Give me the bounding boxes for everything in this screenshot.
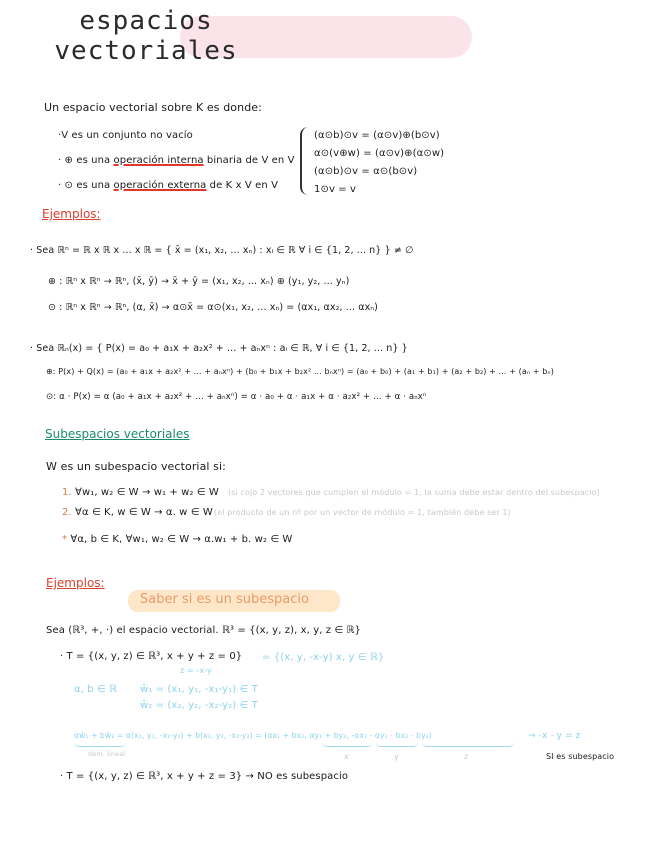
def-item-externa-suffix: de K x V en V (206, 180, 279, 191)
example-t1-param: = {(x, y, -x-y) x, y ∈ ℝ} (262, 652, 385, 663)
si-es-subespacio: SI es subespacio (546, 752, 615, 761)
sub-condition-2-text: ∀α ∈ K, w ∈ W → α. w ∈ W (75, 507, 213, 518)
example-result-arrow: → -x - y = z (528, 731, 581, 741)
operacion-externa-label: operación externa (113, 180, 207, 191)
def-item-interna (58, 155, 295, 166)
brace-label-x: x (344, 752, 349, 761)
property-4: 1⊙v = v (314, 184, 357, 195)
brace-dem (74, 742, 126, 747)
example-r3-definition: Sea (ℝ³, +, ·) el espacio vectorial. ℝ³ = {(x, y, z), x, y, z ∈ ℝ} (46, 625, 362, 636)
example-rn-definition: · Sea ℝⁿ = ℝ x ℝ x ... x ℝ = { x̄ = (x₁, x₂, ... xₙ) : xᵢ ∈ ℝ ∀ i ∈ {1, 2, ... n} } ≠ ∅ (30, 245, 414, 256)
property-3: (α⊙b)⊙v = α⊙(b⊙v) (314, 166, 418, 177)
property-1: (α⊙b)⊙v = (α⊙v)⊕(b⊙v) (314, 130, 440, 141)
page-title: espacios vectoriales (54, 6, 238, 66)
saber-highlight: Saber si es un subespacio (140, 592, 309, 607)
sub-condition-2-note: (el producto de un nº por un vector de módulo = 1, también debe ser 1) (214, 508, 511, 517)
ejemplos-heading-1: Ejemplos: (42, 207, 101, 221)
example-linear-combination: αw̄₁ + bw̄₂ = α(x₁, y₁, -x₁-y₁) + b(x₂, y₂, -x₂-y₂) = (αx₁ + bx₂, αy₁ + by₂, -αx₁ - αy₁ - bx₂ - by₂) (74, 731, 432, 740)
brace-label-y: y (394, 752, 399, 761)
brace-label-z: z (464, 752, 469, 761)
ejemplos-heading-2: Ejemplos: (46, 576, 105, 590)
sub-combined-text: ∀α, b ∈ K, ∀w₁, w₂ ∈ W → α.w₁ + b. w₂ ∈ W (70, 534, 293, 545)
def-item-interna-suffix: binaria de V en V (203, 155, 295, 166)
sub-condition-1-note: (si cojo 2 vectores que cumplen el módulo = 1, la suma debe estar dentro del subespacio) (228, 488, 600, 497)
brace-x (322, 742, 372, 747)
intro-line: Un espacio vectorial sobre K es donde: (44, 101, 262, 114)
sub-condition-2-num: 2. (62, 507, 72, 518)
operacion-interna-label: operación interna (113, 155, 204, 166)
sub-condition-combined (62, 534, 292, 545)
sub-condition-1-num: 1. (62, 487, 72, 498)
brace-y (376, 742, 418, 747)
example-t1: · T = {(x, y, z) ∈ ℝ³, x + y + z = 0} (60, 651, 243, 662)
def-item-conjunto: ·V es un conjunto no vacío (58, 130, 193, 141)
def-item-externa (58, 180, 278, 191)
example-rn-suma: ⊕ : ℝⁿ x ℝⁿ → ℝⁿ, (x̄, ȳ) → x̄ + ȳ = (x₁, x₂, ... xₙ) ⊕ (y₁, y₂, ... yₙ) (48, 276, 350, 287)
sub-condition-1 (62, 487, 219, 498)
brace-label-dem: dem. lineal (88, 750, 126, 758)
example-rn-producto: ⊙ : ℝⁿ x ℝⁿ → ℝⁿ, (α, x̄) → α⊙x̄ = α⊙(x₁, x₂, ... xₙ) = (αx₁, αx₂, ... αxₙ) (48, 302, 378, 313)
subespacios-heading: Subespacios vectoriales (45, 427, 190, 441)
def-item-externa-prefix: · ⊙ es una (58, 180, 114, 191)
example-ab-real: α, b ∈ ℝ (74, 684, 118, 695)
def-item-interna-prefix: · ⊕ es una (58, 155, 114, 166)
example-t2: · T = {(x, y, z) ∈ ℝ³, x + y + z = 3} → NO es subespacio (60, 771, 349, 782)
properties-bracket (300, 127, 310, 195)
example-t1-z-note: z = -x-y (180, 666, 212, 675)
sub-combined-star: * (62, 534, 68, 545)
example-poly-suma: ⊕: P(x) + Q(x) = (a₀ + a₁x + a₂x² + ... + aₙxⁿ) + (b₀ + b₁x + b₂x² ... bₙxⁿ) = (a₀ + b₀) + (a₁ + b₁) + (a₂ + b₂) + ... + (aₙ + bₙ) (46, 367, 554, 376)
brace-z (422, 742, 514, 747)
example-poly-producto: ⊙: α · P(x) = α (a₀ + a₁x + a₂x² + ... + aₙxⁿ) = α · a₀ + α · a₁x + α · a₂x² + ... + α · aₙxⁿ (46, 392, 427, 402)
sub-condition-2 (62, 507, 213, 518)
sub-condition-1-text: ∀w₁, w₂ ∈ W → w₁ + w₂ ∈ W (75, 487, 219, 498)
example-w2: w̄₂ = (x₂, y₂, -x₂-y₂) ∈ T (140, 700, 258, 711)
example-w1: w̄₁ = (x₁, y₁, -x₁-y₁) ∈ T (140, 684, 258, 695)
example-poly-definition: · Sea ℝₙ(x) = { P(x) = a₀ + a₁x + a₂x² + ... + aₙxⁿ : aᵢ ∈ ℝ, ∀ i ∈ {1, 2, ... n} } (30, 343, 408, 354)
sub-intro: W es un subespacio vectorial si: (46, 460, 226, 473)
property-2: α⊙(v⊕w) = (α⊙v)⊕(α⊙w) (314, 148, 445, 159)
